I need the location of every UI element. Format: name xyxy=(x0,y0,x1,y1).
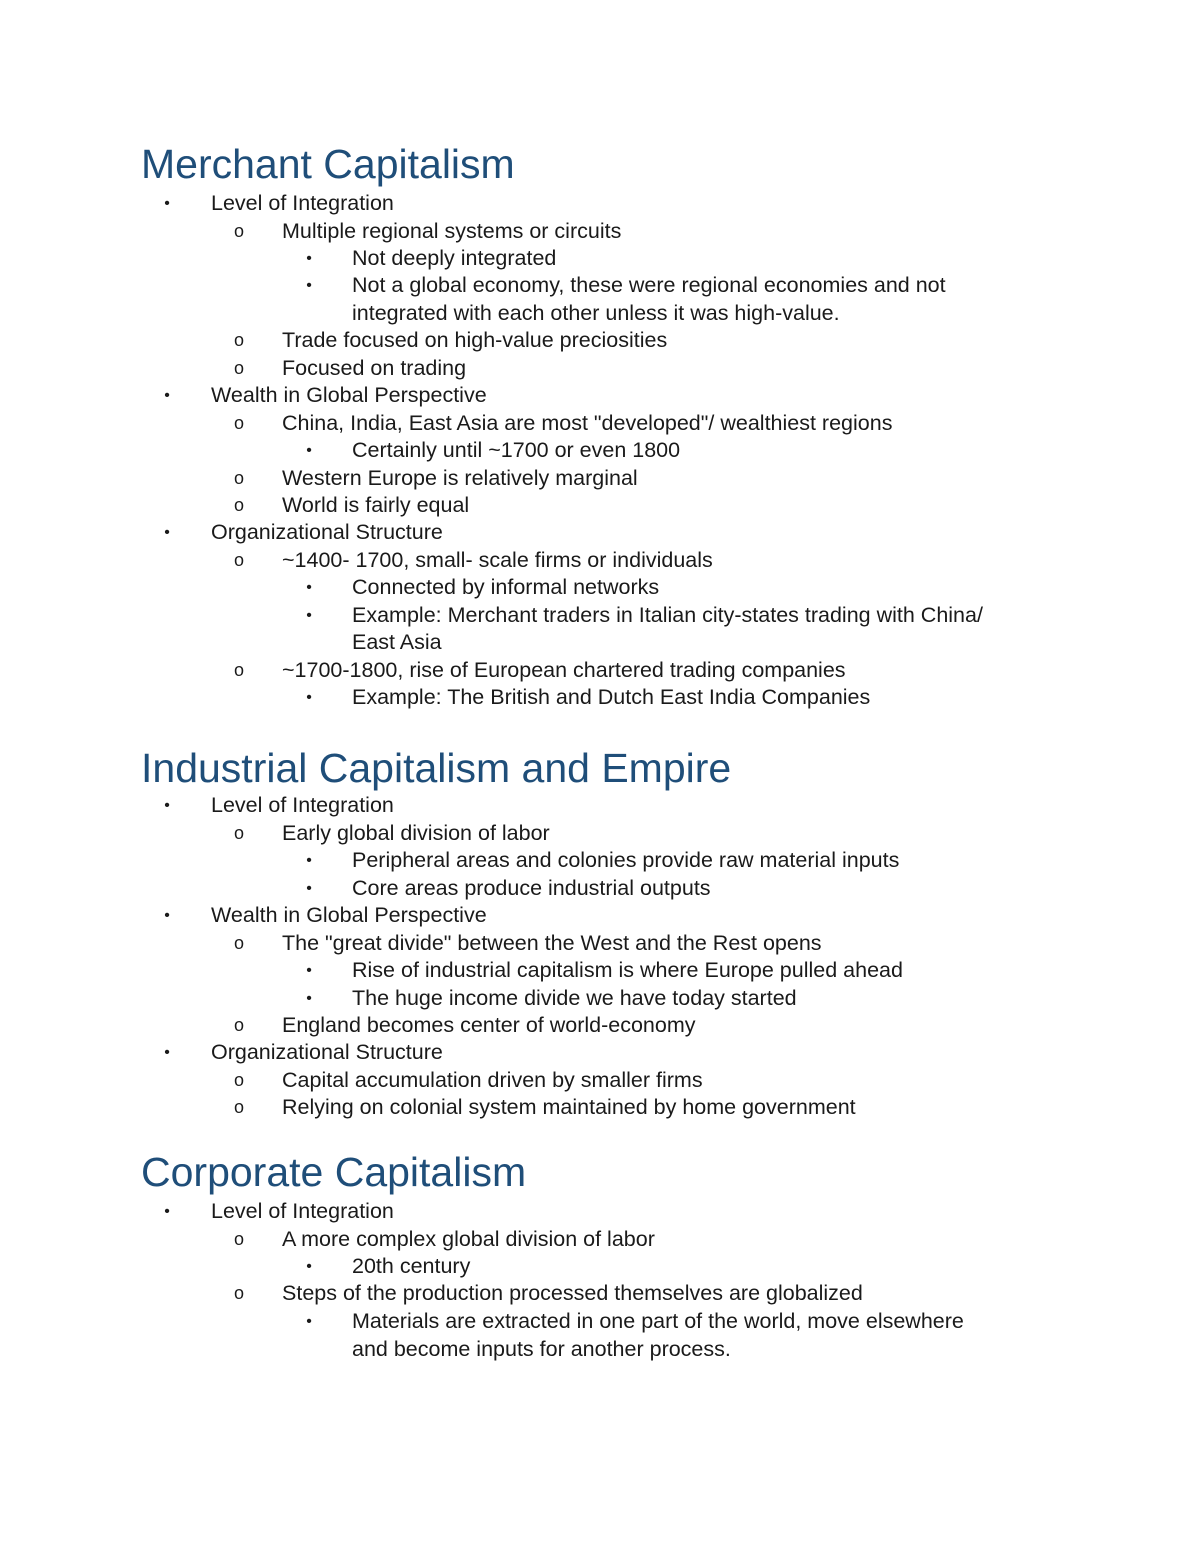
list-item-text: Organizational Structure xyxy=(211,1040,443,1064)
list-item-text: Steps of the production processed themselves are globalized xyxy=(282,1281,863,1305)
bullet-marker: o xyxy=(233,1097,244,1117)
section-heading: Corporate Capitalism xyxy=(141,1149,527,1195)
bullet-marker: o xyxy=(233,468,244,488)
bullet-marker: • xyxy=(164,797,170,814)
list-item-text: Relying on colonial system maintained by home government xyxy=(282,1095,856,1119)
bullet-marker: • xyxy=(164,195,170,212)
list-item-text: England becomes center of world-economy xyxy=(282,1013,696,1037)
list-item-text: ~1700-1800, rise of European chartered trading companies xyxy=(282,658,846,682)
bullet-marker: o xyxy=(233,358,244,378)
list-item-text: Certainly until ~1700 or even 1800 xyxy=(352,438,681,462)
list-item-text: Connected by informal networks xyxy=(352,575,660,599)
list-item-text: Level of Integration xyxy=(211,191,394,215)
bullet-marker: • xyxy=(164,387,170,404)
list-item-text: The "great divide" between the West and the Rest opens xyxy=(282,931,822,955)
bullet-marker: • xyxy=(306,579,312,596)
list-item-text: Trade focused on high-value preciosities xyxy=(282,328,668,352)
bullet-marker: • xyxy=(164,1203,170,1220)
list-item-text: Multiple regional systems or circuits xyxy=(282,219,622,243)
list-item-text: A more complex global division of labor xyxy=(282,1227,655,1251)
list-item-text: China, India, East Asia are most "developed"/ wealthiest regions xyxy=(282,411,893,435)
list-item-text: 20th century xyxy=(352,1254,471,1278)
list-item-continuation: and become inputs for another process. xyxy=(352,1337,731,1361)
bullet-marker: • xyxy=(306,1313,312,1330)
bullet-marker: • xyxy=(306,990,312,1007)
list-item-text: Level of Integration xyxy=(211,793,394,817)
section-heading: Merchant Capitalism xyxy=(141,141,515,187)
list-item-text: Example: The British and Dutch East India Companies xyxy=(352,685,871,709)
list-item-text: Materials are extracted in one part of the world, move elsewhere xyxy=(352,1309,964,1333)
list-item-text: Not deeply integrated xyxy=(352,246,557,270)
list-item-text: Early global division of labor xyxy=(282,821,550,845)
list-item-text: Capital accumulation driven by smaller firms xyxy=(282,1068,703,1092)
bullet-marker: • xyxy=(306,607,312,624)
list-item-text: Western Europe is relatively marginal xyxy=(282,466,638,490)
bullet-marker: o xyxy=(233,413,244,433)
bullet-marker: o xyxy=(233,221,244,241)
bullet-marker: o xyxy=(233,823,244,843)
list-item-text: Focused on trading xyxy=(282,356,467,380)
list-item-text: The huge income divide we have today started xyxy=(352,986,797,1010)
bullet-marker: • xyxy=(306,277,312,294)
list-item-text: Level of Integration xyxy=(211,1199,394,1223)
bullet-marker: • xyxy=(164,1044,170,1061)
list-item-text: Wealth in Global Perspective xyxy=(211,383,487,407)
list-item-text: Organizational Structure xyxy=(211,520,443,544)
list-item-text: Not a global economy, these were regional economies and not xyxy=(352,273,946,297)
list-item-text: Core areas produce industrial outputs xyxy=(352,876,711,900)
bullet-marker: • xyxy=(306,880,312,897)
bullet-marker: • xyxy=(164,907,170,924)
bullet-marker: • xyxy=(306,962,312,979)
bullet-marker: • xyxy=(164,524,170,541)
list-item-continuation: East Asia xyxy=(352,630,442,654)
list-item-text: World is fairly equal xyxy=(282,493,470,517)
bullet-marker: • xyxy=(306,250,312,267)
bullet-marker: o xyxy=(233,933,244,953)
bullet-marker: o xyxy=(233,550,244,570)
bullet-marker: o xyxy=(233,1070,244,1090)
list-item-text: ~1400- 1700, small- scale firms or individuals xyxy=(282,548,713,572)
bullet-marker: o xyxy=(233,1283,244,1303)
list-item-continuation: integrated with each other unless it was high-value. xyxy=(352,301,840,325)
list-item-text: Wealth in Global Perspective xyxy=(211,903,487,927)
list-item-text: Example: Merchant traders in Italian city-states trading with China/ xyxy=(352,603,983,627)
bullet-marker: • xyxy=(306,852,312,869)
list-item-text: Peripheral areas and colonies provide raw material inputs xyxy=(352,848,900,872)
bullet-marker: o xyxy=(233,330,244,350)
bullet-marker: o xyxy=(233,660,244,680)
bullet-marker: • xyxy=(306,689,312,706)
bullet-marker: o xyxy=(233,1015,244,1035)
section-heading: Industrial Capitalism and Empire xyxy=(141,745,732,791)
bullet-marker: • xyxy=(306,1258,312,1275)
bullet-marker: • xyxy=(306,442,312,459)
list-item-text: Rise of industrial capitalism is where Europe pulled ahead xyxy=(352,958,903,982)
bullet-marker: o xyxy=(233,495,244,515)
bullet-marker: o xyxy=(233,1229,244,1249)
